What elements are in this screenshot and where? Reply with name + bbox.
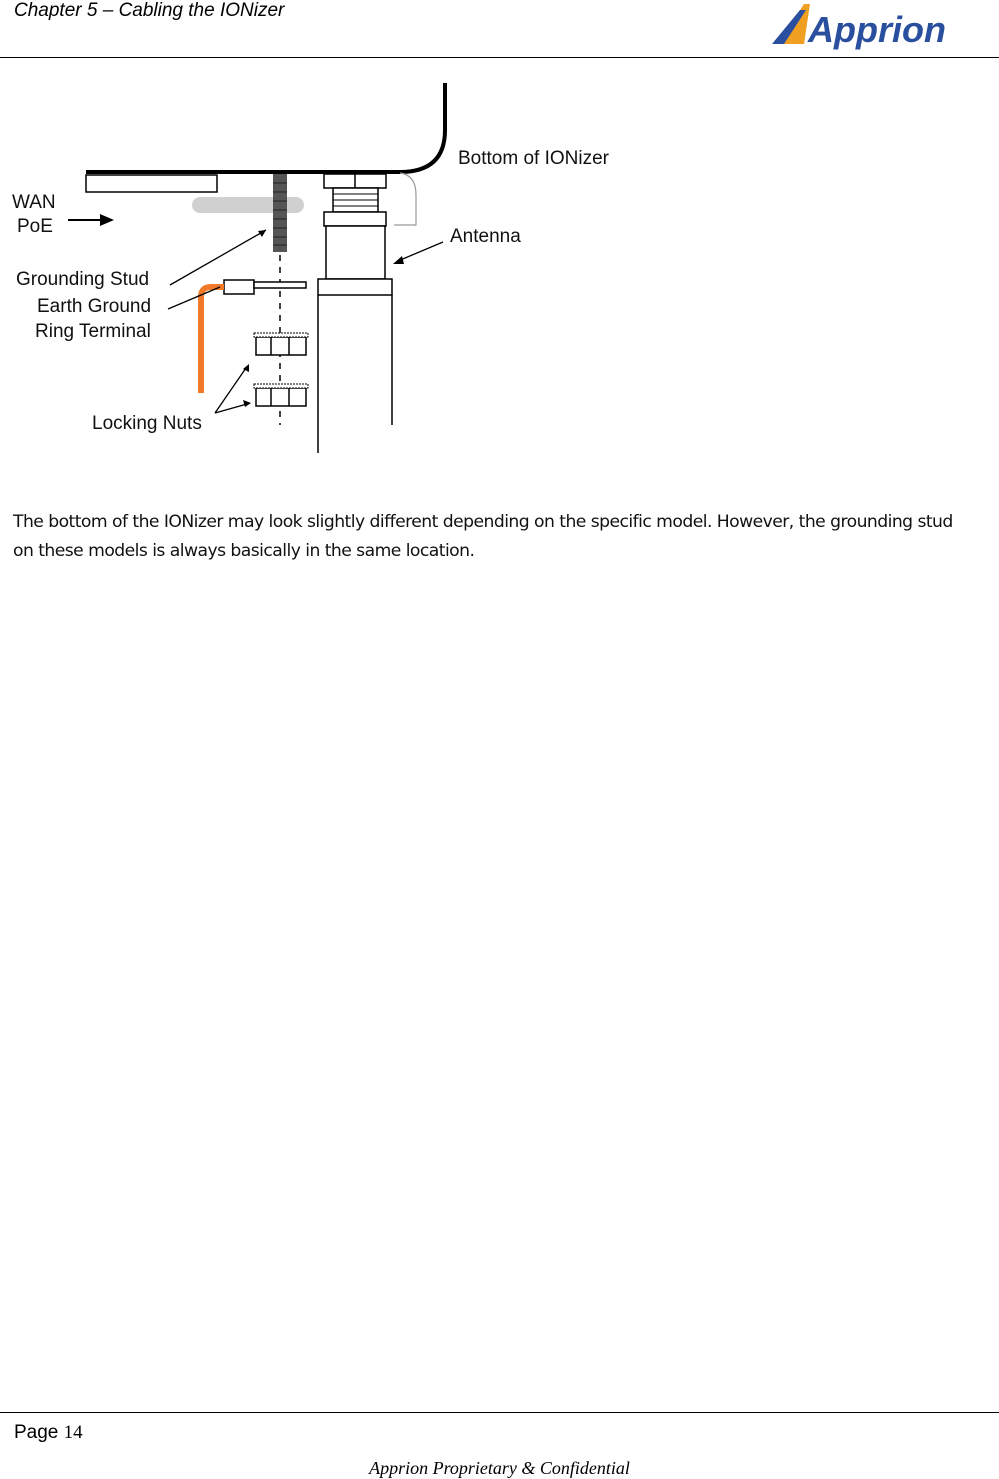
apprion-logo [770, 0, 992, 58]
ring-terminal-tab [254, 282, 306, 288]
label-wan: WAN [12, 192, 56, 213]
antenna-leader [398, 242, 443, 261]
header-rule [0, 57, 999, 58]
cable-shadow [192, 197, 304, 213]
page-label: Page [14, 1422, 59, 1443]
locking-nut-lower [254, 384, 308, 406]
confidentiality-note: Apprion Proprietary & Confidential [369, 1458, 630, 1478]
label-earth-ground: Earth Ground [37, 296, 152, 317]
page-number [14, 1422, 83, 1444]
grounding-stud-leader [170, 230, 266, 285]
logo-text: Apprion [808, 9, 946, 50]
antenna-flange [318, 279, 392, 295]
label-grounding-stud: Grounding Stud [16, 269, 150, 290]
ionizer-body-outline [86, 83, 445, 172]
label-antenna: Antenna [450, 226, 521, 247]
label-ring-terminal: Ring Terminal [35, 321, 151, 342]
footer-rule [0, 1412, 999, 1413]
ring-terminal [224, 280, 254, 294]
locking-nut-upper [254, 333, 308, 355]
label-bottom-of-ionizer: Bottom of IONizer [458, 148, 609, 169]
earth-ground-leader [168, 287, 220, 309]
antenna-connector [326, 226, 385, 279]
label-poe: PoE [17, 216, 53, 237]
chapter-title: Chapter 5 – Cabling the IONizer [14, 0, 285, 21]
label-locking-nuts: Locking Nuts [92, 413, 202, 434]
grounding-stud [273, 174, 287, 252]
body-paragraph: The bottom of the IONizer may look slightly different depending on the specific model. However, the grounding stud on these models is always basically in the same location. [13, 512, 953, 561]
antenna-base-outline [394, 173, 416, 225]
page-number-value: 14 [63, 1422, 83, 1443]
ionizer-bottom-diagram [0, 75, 640, 465]
ground-wire [201, 287, 224, 393]
wan-port [86, 175, 217, 192]
antenna-collar [324, 212, 386, 226]
